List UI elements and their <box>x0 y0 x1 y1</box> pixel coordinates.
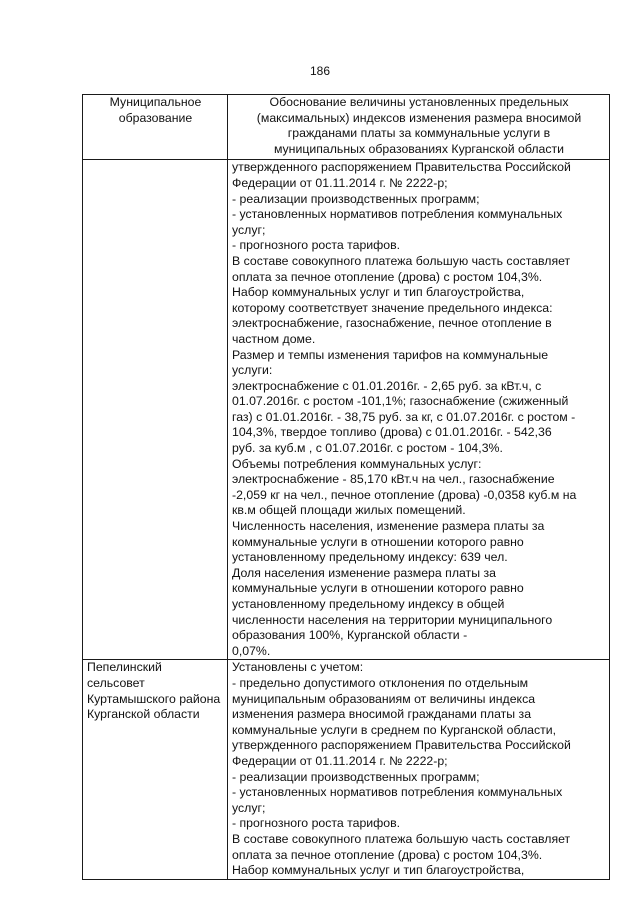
text-line: В составе совокупного платежа большую часть составляет <box>232 831 571 846</box>
text-line: Курганской области <box>87 707 200 722</box>
text-line: электроснабжение с 01.01.2016г. - 2,65 руб. за кВт.ч, с <box>232 378 542 393</box>
text-line: коммунальные услуги в отношении которого равно <box>232 534 524 549</box>
text-line: кв.м общей площади жилых помещений. <box>232 503 466 518</box>
text-line: установленному предельному индексу: 639 чел. <box>232 550 508 565</box>
text-line: - прогнозного роста тарифов. <box>232 238 401 253</box>
text-line: образования 100%, Курганской области - <box>232 628 468 643</box>
text-line: численности населения на территории муниципального <box>232 612 553 627</box>
text-line: электроснабжение - 85,170 кВт.ч на чел., газоснабжение <box>232 472 555 487</box>
text-line: электроснабжение, газоснабжение, печное отопление в <box>232 316 552 331</box>
text-line: газ) с 01.01.2016г. - 38,75 руб. за кг, с 01.07.2016г. с ростом - <box>232 409 576 424</box>
text-line: частном доме. <box>232 331 316 346</box>
text-line: - установленных нормативов потребления коммунальных <box>232 785 563 800</box>
table-row <box>83 660 610 879</box>
row-justification <box>228 660 610 879</box>
text-line: Федерации от 01.11.2014 г. № 2222-р; <box>232 753 448 768</box>
text-line: Набор коммунальных услуг и тип благоустройства, <box>232 285 525 300</box>
text-line: 0,07%. <box>232 643 271 658</box>
text-line: Установлены с учетом: <box>232 660 364 675</box>
text-line: утвержденного распоряжением Правительства Российской <box>232 738 571 753</box>
text-line: - реализации производственных программ; <box>232 191 480 206</box>
text-line: коммунальные услуги в отношении которого равно <box>232 581 524 596</box>
row-justification <box>228 160 610 660</box>
text-line: муниципальным образованиям от величины индекса <box>232 691 536 706</box>
text-line: Объемы потребления коммунальных услуг: <box>232 456 482 471</box>
text-line: Куртамышского района <box>87 691 221 706</box>
text-line: которому соответствует значение предельного индекса: <box>232 300 553 315</box>
text-line: Численность населения, изменение размера платы за <box>232 519 545 534</box>
text-line: услуг; <box>232 222 266 237</box>
text-line: изменения размера вносимой гражданами платы за <box>232 707 532 722</box>
text-line: Федерации от 01.11.2014 г. № 2222-р; <box>232 175 448 190</box>
text-line: - прогнозного роста тарифов. <box>232 816 401 831</box>
text-line: Пепелинский <box>87 660 162 675</box>
row-municipality <box>83 660 228 879</box>
table-row <box>83 160 610 660</box>
text-line: оплата за печное отопление (дрова) с ростом 104,3%. <box>232 847 543 862</box>
text-line: услуги: <box>232 363 273 378</box>
page-number: 186 <box>309 64 331 78</box>
text-line: установленному предельному индексу в общей <box>232 597 505 611</box>
text-line: Набор коммунальных услуг и тип благоустройства, <box>232 863 525 878</box>
text-line: сельсовет <box>87 675 145 690</box>
text-line: оплата за печное отопление (дрова) с ростом 104,3%. <box>232 269 543 284</box>
header-justification: Обоснование величины установленных предельных (максимальных) индексов изменения размера вносимой гражданами платы за коммунальные услуги в муниципальных образованиях Курганской области <box>228 95 610 160</box>
text-line: Доля населения изменение размера платы за <box>232 565 496 580</box>
text-line: В составе совокупного платежа большую часть составляет <box>232 253 571 268</box>
text-line: Размер и темпы изменения тарифов на коммунальные <box>232 347 549 362</box>
table-header-row <box>83 95 610 160</box>
text-line: руб. за куб.м , с 01.07.2016г. с ростом - 104,3%. <box>232 441 503 456</box>
row-municipality <box>83 160 228 660</box>
text-line: - предельно допустимого отклонения по отдельным <box>232 675 529 690</box>
text-line: - реализации производственных программ; <box>232 769 480 784</box>
indices-table <box>82 94 610 880</box>
text-line: услуг; <box>232 800 266 815</box>
header-municipality: Муниципальное образование <box>83 95 228 160</box>
text-line: 104,3%, твердое топливо (дрова) с 01.01.2016г. - 542,36 <box>232 425 552 440</box>
text-line: 01.07.2016г. с ростом -101,1%; газоснабжение (сжиженный <box>232 394 569 409</box>
text-line: -2,059 кг на чел., печное отопление (дрова) -0,0358 куб.м на <box>232 487 577 502</box>
text-line: - установленных нормативов потребления коммунальных <box>232 207 563 222</box>
text-line: коммунальные услуги в среднем по Курганской области, <box>232 722 557 737</box>
text-line: утвержденного распоряжением Правительства Российской <box>232 160 571 175</box>
